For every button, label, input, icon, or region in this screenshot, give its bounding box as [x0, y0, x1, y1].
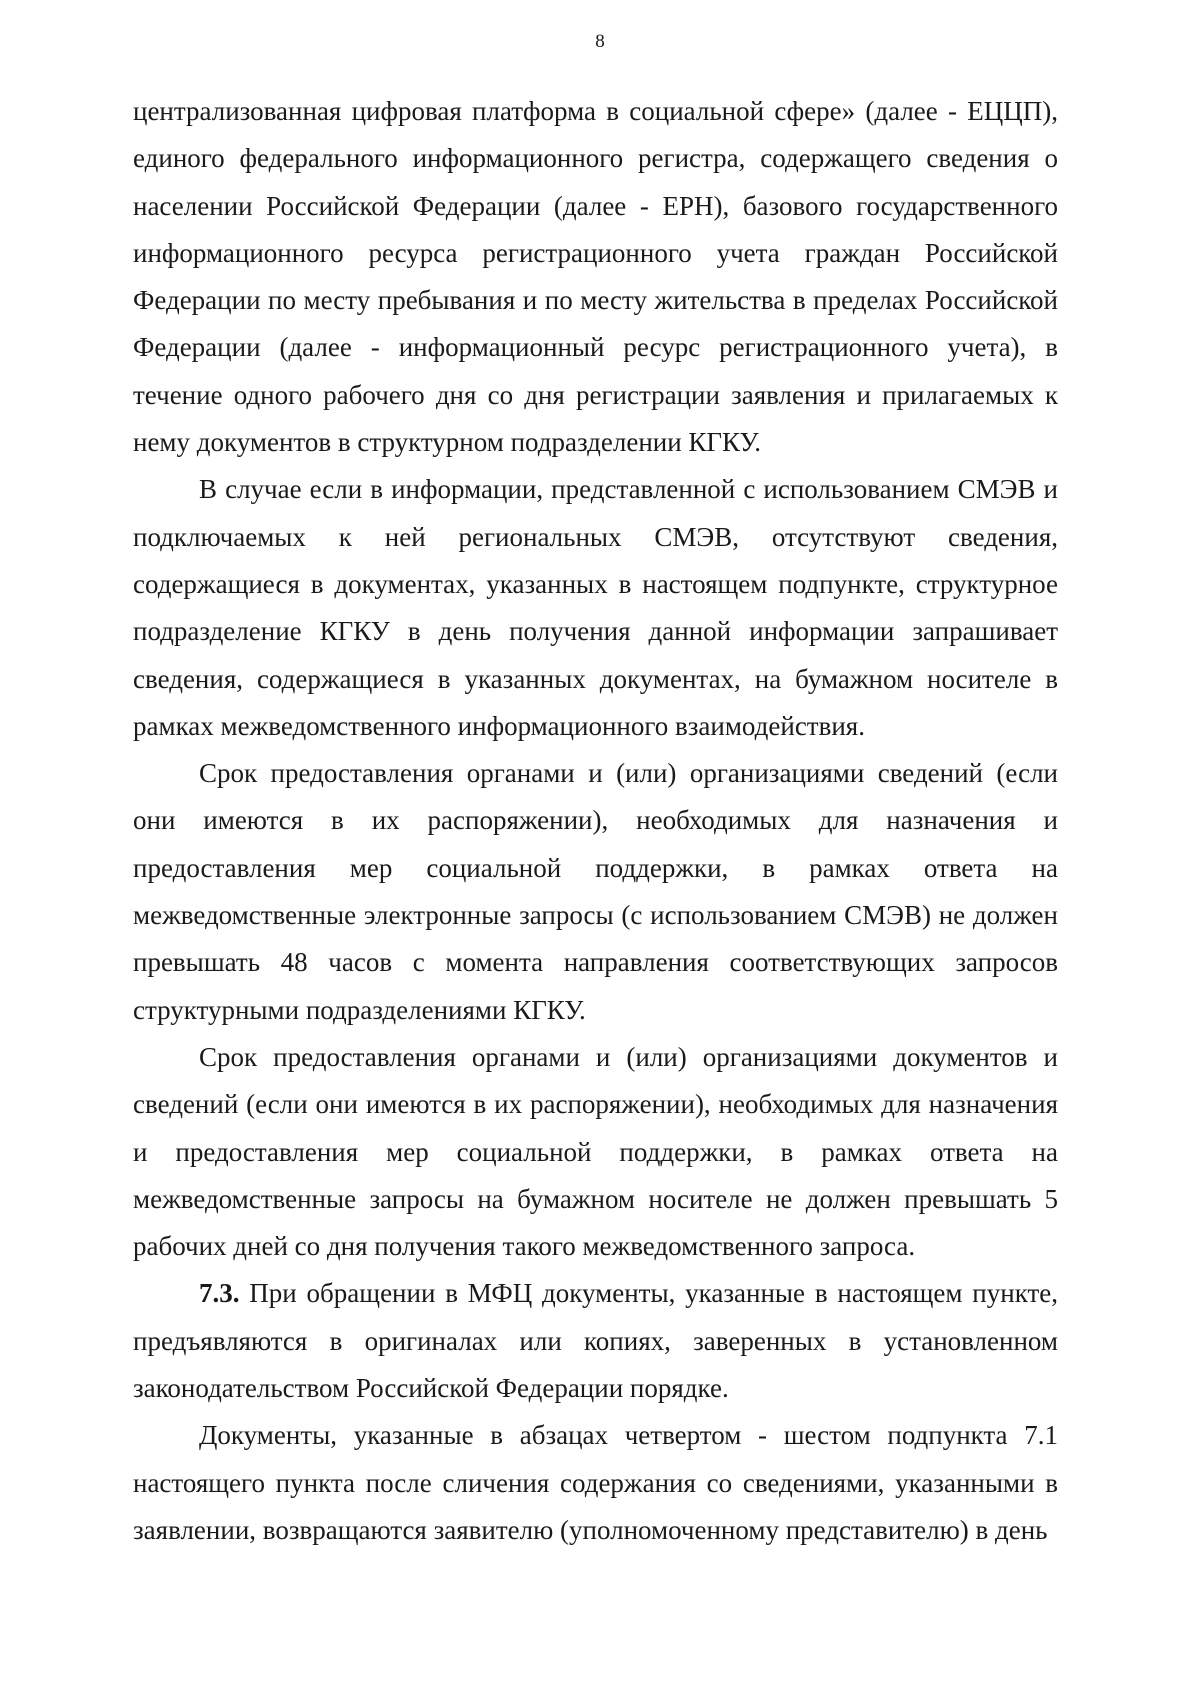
clause-number: 7.3. [199, 1278, 240, 1309]
paragraph-documents-returned [133, 1412, 1058, 1554]
document-body [133, 88, 1058, 1554]
paragraph-text: В случае если в информации, представленной с использованием СМЭВ и подключаемых к ней региональных СМЭВ, отсутствуют сведения, содержащиеся в документах, указанных в настоящем подпункте, структурное подразделение КГКУ в день получения данной информации запрашивает сведения, содержащиеся в указанных документах, на бумажном носителе в рамках межведомственного информационного взаимодействия. [133, 474, 1058, 741]
paragraph-electronic-request-deadline [133, 750, 1058, 1034]
paragraph-smev-missing-info [133, 466, 1058, 750]
paragraph-text: централизованная цифровая платформа в социальной сфере» (далее - ЕЦЦП), единого федерального информационного регистра, содержащего сведения о населении Российской Федерации (далее - ЕРН), базового государственного информационного ресурса регистрационного учета граждан Российской Федерации по месту пребывания и по месту жительства в пределах Российской Федерации (далее - информационный ресурс регистрационного учета), в течение одного рабочего дня со дня регистрации заявления и прилагаемых к нему документов в структурном подразделении КГКУ. [133, 96, 1058, 458]
paragraph-text: Срок предоставления органами и (или) организациями документов и сведений (если они имеются в их распоряжении), необходимых для назначения и предоставления мер социальной поддержки, в рамках ответа на межведомственные запросы на бумажном носителе не должен превышать 5 рабочих дней со дня получения такого межведомственного запроса. [133, 1041, 1058, 1262]
paragraph-text: Срок предоставления органами и (или) организациями сведений (если они имеются в их распоряжении), необходимых для назначения и предоставления мер социальной поддержки, в рамках ответа на межведомственные электронные запросы (с использованием СМЭВ) не должен превышать 48 часов с момента направления соответствующих запросов структурными подразделениями КГКУ. [133, 758, 1058, 1025]
paragraph-paper-request-deadline [133, 1034, 1058, 1270]
page-number: 8 [595, 31, 605, 52]
paragraph-text: Документы, указанные в абзацах четвертом - шестом подпункта 7.1 настоящего пункта после сличения содержания со сведениями, указанными в заявлении, возвращаются заявителю (уполномоченному представителю) в день [133, 1420, 1058, 1545]
paragraph-text: При обращении в МФЦ документы, указанные в настоящем пункте, предъявляются в оригиналах или копиях, заверенных в установленном законодательством Российской Федерации порядке. [133, 1278, 1058, 1404]
paragraph-clause-7-3 [133, 1270, 1058, 1412]
paragraph-continuation [133, 88, 1058, 466]
